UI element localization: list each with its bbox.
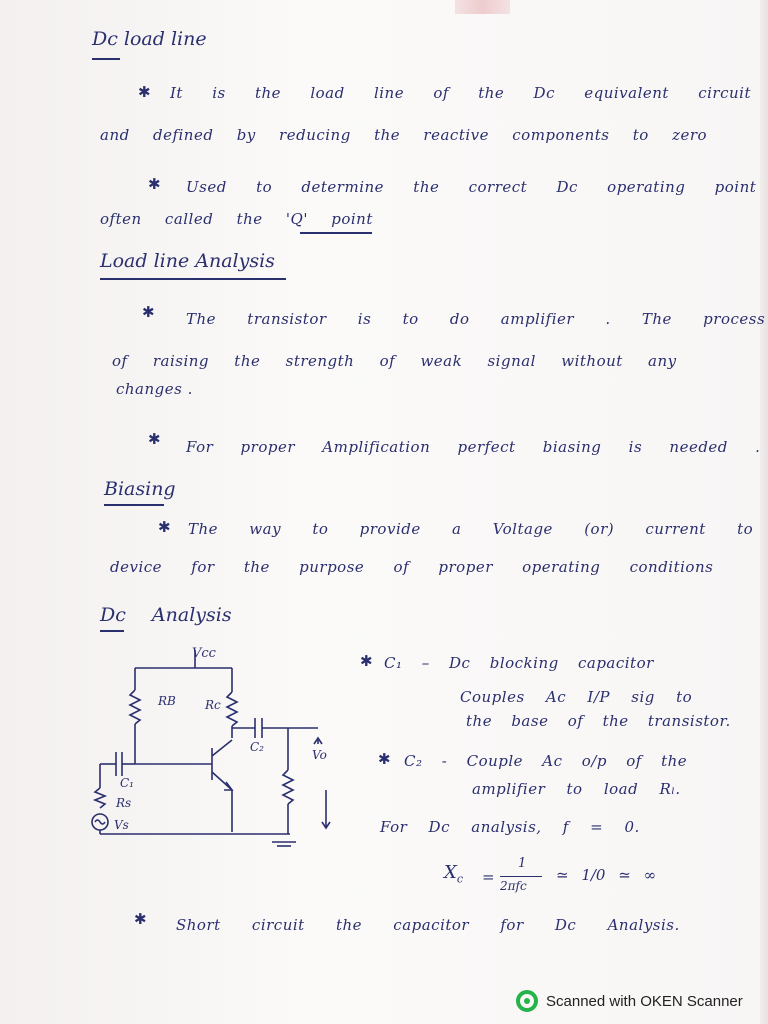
para-line: and defined by reducing the reactive components to zero: [100, 126, 708, 144]
label-vs: Vs: [114, 818, 129, 832]
para-line: For proper Amplification perfect biasing is needed .: [186, 438, 761, 456]
para-line: changes .: [116, 380, 193, 398]
oken-scanner-logo-icon: [516, 990, 538, 1012]
para-line: often called the 'Q' point: [100, 210, 373, 228]
bullet-star: ✱: [360, 652, 373, 670]
para-line: It is the load line of the Dc equivalent circuit: [170, 84, 751, 102]
label-c1: C₁: [120, 776, 134, 790]
scanner-footer: [516, 990, 743, 1012]
fraction-bar: [500, 876, 542, 877]
para-line: device for the purpose of proper operating conditions: [110, 558, 714, 576]
label-c2: C₂: [250, 740, 264, 754]
para-line: of raising the strength of weak signal without any: [112, 352, 677, 370]
note-line: C₂ - Couple Ac o/p of the: [404, 752, 688, 770]
bullet-star: ✱: [378, 750, 391, 768]
bullet-star: ✱: [134, 910, 147, 928]
note-line: amplifier to load Rₗ.: [472, 780, 681, 798]
bullet-star: ✱: [142, 303, 155, 321]
heading-load-line-analysis: Load line Analysis: [100, 250, 275, 272]
note-line: C₁ – Dc blocking capacitor: [384, 654, 654, 672]
heading-dc-analysis: Dc Analysis: [100, 604, 232, 626]
note-line: the base of the transistor.: [466, 712, 731, 730]
bullet-star: ✱: [138, 83, 151, 101]
note-line: Couples Ac I/P sig to: [460, 688, 693, 706]
heading-dc-load-line: Dc load line: [92, 28, 207, 50]
formula-numerator: 1: [518, 856, 527, 871]
bullet-star: ✱: [148, 430, 161, 448]
para-line: Used to determine the correct Dc operating point: [186, 178, 757, 196]
formula-x: $X_c$: [444, 862, 463, 886]
label-vo: Vo: [312, 748, 327, 762]
para-line: The way to provide a Voltage (or) current to: [188, 520, 754, 538]
bullet-star: ✱: [158, 518, 171, 536]
formula-denominator: 2πfc: [500, 879, 527, 893]
formula-rest: ≃ 1/0 ≃ ∞: [556, 866, 657, 884]
para-line: The transistor is to do amplifier . The process: [186, 310, 766, 328]
label-vcc: Vcc: [192, 646, 216, 661]
para-line: Short circuit the capacitor for Dc Analysis.: [176, 916, 680, 934]
bullet-star: ✱: [148, 175, 161, 193]
heading-biasing: Biasing: [104, 478, 176, 500]
label-rc: Rc: [205, 698, 221, 712]
note-line: For Dc analysis, f = 0.: [380, 818, 640, 836]
label-rs: Rs: [116, 796, 132, 810]
scanner-text: Scanned with OKEN Scanner: [546, 992, 743, 1010]
formula-equals: =: [482, 868, 495, 886]
label-rb: RB: [158, 694, 176, 708]
